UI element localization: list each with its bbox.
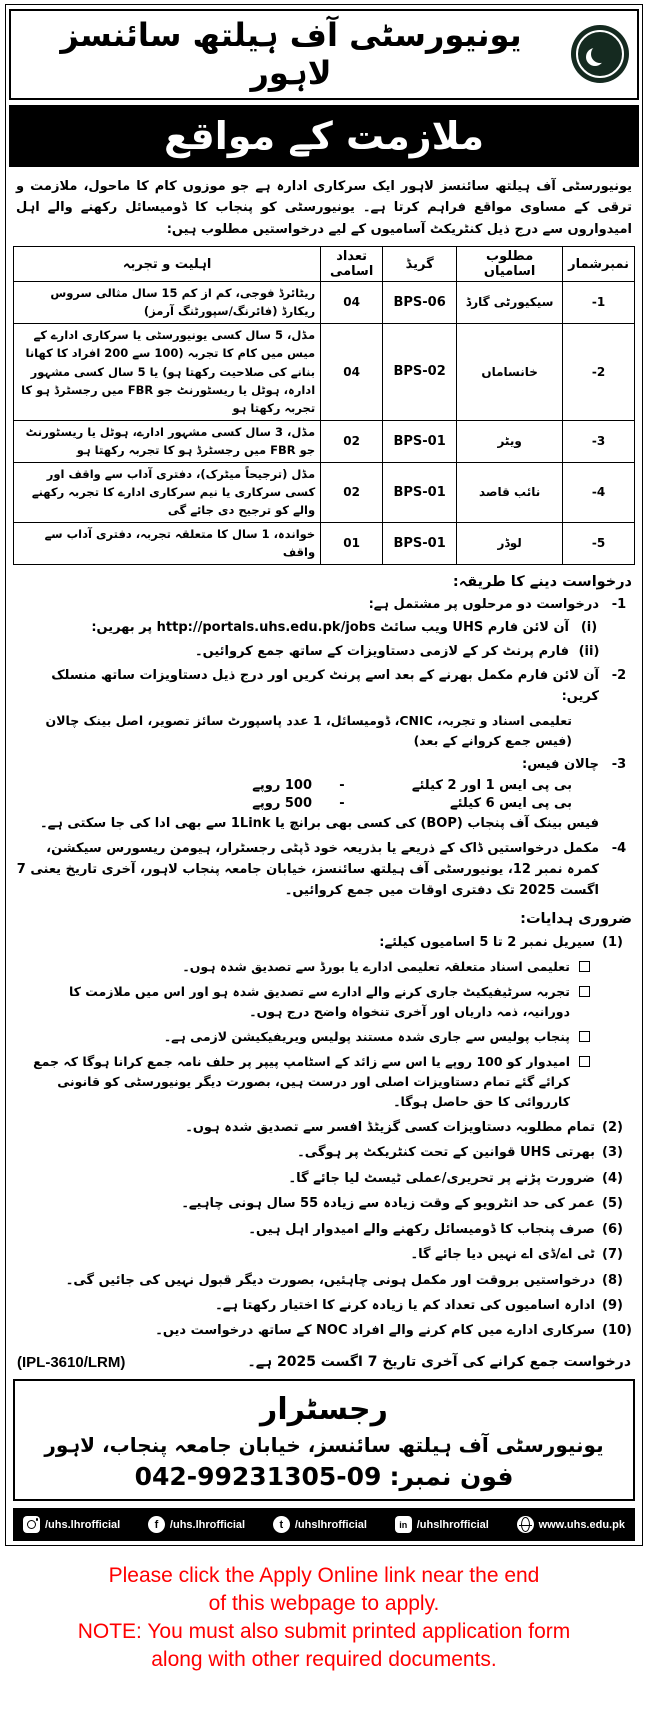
website-url: www.uhs.edu.pk: [538, 1518, 625, 1531]
instruction-item-5: [16, 1193, 632, 1214]
fee-dash: -: [339, 778, 345, 794]
procedure-step-4: [16, 839, 632, 901]
table-header-row: [14, 247, 635, 282]
position-cell: لوڈر: [457, 522, 563, 564]
instruction-item-6: [16, 1219, 632, 1240]
check-text: امیدوار کو 100 روپے یا اس سے زائد کے اسٹامپ پیپر پر حلف نامہ جمع کرانا ہوگا کہ جمع کرائے گئے تمام دستاویزات اصلی اور درست ہیں، بصورت دیگر یونیورسٹی کو قانونی کارروائی کا حق حاصل ہوگا۔: [33, 1053, 570, 1109]
step-text: مکمل درخواستیں ڈاک کے ذریعے یا بذریعہ خود ڈپٹی رجسٹرار، ہیومن ریسورس سیکشن، کمرہ نمبر 12، یونیورسٹی آف ہیلتھ سائنسز، خیابان جامعہ پنجاب لاہور، آخری تاریخ یعنی 7 اگست 2025 تک دفتری اوقات میں جمع کروائیں۔: [16, 841, 599, 898]
twitter-handle: /uhslhrofficial: [294, 1518, 367, 1531]
instruction-check-3: [20, 1027, 590, 1047]
check-text: پنجاب پولیس سے جاری شدہ مستند پولیس ویریفیکیشن لازمی ہے۔: [163, 1028, 570, 1044]
step-marker: -1: [611, 596, 627, 612]
step-marker: -2: [611, 667, 627, 683]
check-text: تعلیمی اسناد متعلقہ تعلیمی ادارے یا بورڈ سے تصدیق شدہ ہوں۔: [182, 958, 570, 974]
procedure-step-1i: [16, 618, 602, 639]
instruction-text: ادارہ اسامیوں کی تعداد کم یا زیادہ کرنے کا اختیار رکھتا ہے۔: [215, 1298, 595, 1314]
eligibility-cell: ریٹائرڈ فوجی، کم از کم 15 سال مثالی سروس ریکارڈ (فائرنگ/سپورٹنگ آرمز): [14, 282, 321, 324]
instruction-item-10: [16, 1320, 632, 1341]
bottom-row: [17, 1354, 631, 1371]
fee-value: 500 روپے: [252, 796, 312, 812]
col-count: تعداد اسامی: [321, 247, 383, 282]
linkedin-handle: /uhslhrofficial: [416, 1518, 489, 1531]
instruction-marker: (8): [602, 1272, 623, 1288]
table-row: [14, 420, 635, 462]
count-cell: 04: [321, 323, 383, 420]
linkedin-icon: [395, 1516, 412, 1533]
ipl-code: (IPL-3610/LRM): [17, 1353, 126, 1371]
serial-cell: -5: [563, 522, 635, 564]
count-cell: 02: [321, 420, 383, 462]
checkbox-icon: [579, 986, 590, 997]
position-cell: خانساماں: [457, 323, 563, 420]
facebook-icon: [148, 1516, 165, 1533]
apply-online-notice: [10, 1562, 638, 1673]
instruction-marker: (1): [602, 934, 623, 950]
instruction-marker: (10): [602, 1323, 632, 1339]
eligibility-cell: خواندہ، 1 سال کا متعلقہ تجربہ، دفتری آداب سے واقف: [14, 522, 321, 564]
instruction-item-7: [16, 1244, 632, 1265]
instagram-handle: /uhs.lhrofficial: [45, 1518, 121, 1531]
instruction-check-1: [20, 957, 590, 977]
grade-cell: BPS-01: [383, 420, 457, 462]
procedure-heading: درخواست دینے کا طریقہ:: [452, 573, 632, 590]
step-text: فارم پرنٹ کر کے لازمی دستاویزات کے ساتھ جمع کروائیں۔: [195, 644, 569, 660]
eligibility-cell: مڈل، 5 سال کسی یونیورسٹی یا سرکاری ادارے کے میس میں کام کا تجربہ (100 سے 200 افراد کا کھانا بنانے کی صلاحیت رکھتا ہو) یا 5 سال کسی مشہور ادارہ، ہوٹل یا ریسٹورنٹ جو FBR میں رجسٹرڈ ہو کا تجربہ رکھتا ہو: [14, 323, 321, 420]
count-cell: 04: [321, 282, 383, 324]
twitter-icon: [273, 1516, 290, 1533]
instruction-marker: (2): [602, 1119, 623, 1135]
grade-cell: BPS-02: [383, 323, 457, 420]
instruction-item-3: [16, 1142, 632, 1163]
fee-row-bps-1-2: [16, 778, 572, 793]
table-row: [14, 462, 635, 522]
procedure-step-2: [16, 666, 632, 708]
procedure-step-1ii: [16, 642, 602, 663]
phone-label: فون نمبر:: [389, 1462, 514, 1492]
instructions-heading: ضروری ہدایات:: [520, 910, 632, 927]
logo-ring: [576, 30, 624, 78]
step-marker: -3: [611, 756, 627, 772]
deadline-note: درخواست جمع کرانے کی آخری تاریخ 7 اگست 2025 ہے۔: [247, 1354, 631, 1371]
facebook-handle: /uhs.lhrofficial: [169, 1518, 246, 1531]
checkbox-icon: [579, 961, 590, 972]
col-position: مطلوب اسامیاں: [457, 247, 563, 282]
instruction-item-9: [16, 1295, 632, 1316]
banner-title: ملازمت کے مواقع: [163, 113, 485, 158]
eligibility-cell: مڈل، 3 سال کسی مشہور ادارے، ہوٹل یا ریسٹورنٹ جو FBR میں رجسٹرڈ ہو کا تجربہ رکھتا ہو: [14, 420, 321, 462]
instruction-marker: (4): [602, 1170, 623, 1186]
instruction-text: تمام مطلوبہ دستاویزات کسی گزیٹڈ افسر سے تصدیق شدہ ہوں۔: [185, 1119, 595, 1135]
instruction-text: عمر کی حد انٹرویو کے وقت زیادہ سے زیادہ 55 سال ہونی چاہیے۔: [181, 1196, 595, 1212]
instruction-item-2: [16, 1117, 632, 1138]
registrar-title: رجسٹرار: [260, 1391, 388, 1427]
col-serial: نمبرشمار: [563, 247, 635, 282]
step-marker: -4: [611, 841, 627, 857]
intro-paragraph: یونیورسٹی آف ہیلتھ سائنسز لاہور ایک سرکاری ادارہ ہے جو موزوں کام کا ماحول، ملازمت و ترقی کے مساوی مواقع فراہم کرتا ہے۔ یونیورسٹی کو پنجاب کا ڈومیسائل رکھنے والے اہل امیدواروں سے درج ذیل کنٹریکٹ آسامیوں کے لیے درخواستیں مطلوب ہیں:: [16, 178, 632, 237]
procedure-step-3: [16, 755, 632, 776]
social-facebook[interactable]: [148, 1516, 245, 1533]
col-grade: گریڈ: [383, 247, 457, 282]
serial-cell: -3: [563, 420, 635, 462]
fee-dash: -: [339, 796, 345, 812]
phone-row: [21, 1462, 627, 1491]
checkbox-icon: [579, 1056, 590, 1067]
fee-label: بی پی ایس 6 کیلئے: [449, 796, 572, 812]
check-text: تجربہ سرٹیفیکیٹ جاری کرنے والے ادارے سے تصدیق شدہ ہو اور اس میں ملازمت کا دورانیہ، ذمہ داریاں اور آخری تنخواہ واضح درج ہوں۔: [68, 983, 570, 1019]
instruction-check-2: [20, 982, 590, 1022]
notice-line-4: along with other required documents.: [151, 1647, 497, 1671]
instruction-text: صرف پنجاب کا ڈومیسائل رکھنے والے امیدوار اہل ہیں۔: [248, 1221, 595, 1237]
checkbox-icon: [579, 1031, 590, 1042]
instruction-marker: (9): [602, 1298, 623, 1314]
table-row: [14, 522, 635, 564]
fee-row-bps-6: [16, 796, 572, 811]
procedure-step-1: [16, 595, 632, 616]
instruction-text: سیریل نمبر 2 تا 5 اسامیوں کیلئے:: [379, 934, 595, 950]
step-marker: (i): [580, 620, 598, 636]
application-procedure-section: [16, 574, 632, 902]
serial-cell: -1: [563, 282, 635, 324]
fee-value: 100 روپے: [252, 778, 312, 794]
step-text: [91, 618, 569, 639]
positions-table: [13, 246, 635, 564]
instruction-item-4: [16, 1168, 632, 1189]
page: [0, 4, 648, 1673]
grade-cell: BPS-01: [383, 522, 457, 564]
serial-cell: -4: [563, 462, 635, 522]
step-marker: (ii): [578, 644, 600, 660]
grade-cell: BPS-01: [383, 462, 457, 522]
step-text: درخواست دو مرحلوں پر مشتمل ہے:: [368, 596, 599, 612]
university-title: یونیورسٹی آف ہیلتھ سائنسز لاہور: [60, 16, 522, 93]
university-address: یونیورسٹی آف ہیلتھ سائنسز، خیابان جامعہ پنجاب، لاہور: [44, 1433, 604, 1458]
step-text: چالان فیس:: [522, 756, 599, 772]
job-advertisement: [5, 4, 643, 1546]
notice-line-1: Please click the Apply Online link near the end: [108, 1564, 540, 1588]
instruction-marker: (6): [602, 1221, 623, 1237]
notice-line-3: NOTE: You must also submit printed application form: [77, 1619, 571, 1643]
portal-jobs-url-link[interactable]: http://portals.uhs.edu.pk/jobs: [156, 620, 376, 636]
registrar-footer-box: [13, 1379, 635, 1502]
phone-number: 042-99231305-09: [134, 1462, 382, 1492]
instruction-marker: (7): [602, 1247, 623, 1263]
required-documents-line: تعلیمی اسناد و تجربہ، CNIC، ڈومیسائل، 1 عدد پاسپورٹ سائز تصویر، اصل بینک چالان (فیس جمع کروانے کے بعد): [45, 712, 572, 748]
social-bar: [13, 1508, 635, 1541]
notice-line-2: of this webpage to apply.: [208, 1592, 440, 1616]
instruction-text: ٹی اے/ڈی اے نہیں دیا جائے گا۔: [410, 1247, 595, 1263]
important-instructions-section: [16, 911, 632, 1342]
eligibility-cell: مڈل (ترجیحاً میٹرک)، دفتری آداب سے واقف اور کسی سرکاری یا نیم سرکاری ادارے کا تجربہ رکھنے والے کو ترجیح دی جائے گی: [14, 462, 321, 522]
instruction-marker: (3): [602, 1145, 623, 1161]
serial-cell: -2: [563, 323, 635, 420]
social-linkedin[interactable]: [395, 1516, 489, 1533]
social-instagram[interactable]: [23, 1516, 120, 1533]
position-cell: نائب قاصد: [457, 462, 563, 522]
globe-icon: [517, 1516, 534, 1533]
instruction-text: سرکاری ادارے میں کام کرنے والے افراد NOC کے ساتھ درخواست دیں۔: [155, 1323, 595, 1339]
instruction-item-1: [16, 932, 632, 953]
uhs-logo-seal: [571, 25, 629, 83]
table-row: [14, 282, 635, 324]
instagram-icon: [23, 1516, 40, 1533]
col-eligibility: اہلیت و تجربہ: [14, 247, 321, 282]
table-row: [14, 323, 635, 420]
jobs-banner: [9, 105, 639, 167]
url-prefix-text: آن لائن فارم UHS ویب سائٹ: [380, 620, 569, 636]
header: [9, 9, 639, 100]
instruction-check-4: [20, 1052, 590, 1112]
instruction-item-8: [16, 1270, 632, 1291]
position-cell: سیکیورٹی گارڈ: [457, 282, 563, 324]
instruction-marker: (5): [602, 1196, 623, 1212]
count-cell: 01: [321, 522, 383, 564]
instruction-text: ضرورت پڑنے پر تحریری/عملی ٹیسٹ لیا جائے گا۔: [288, 1170, 595, 1186]
grade-cell: BPS-06: [383, 282, 457, 324]
instruction-text: درخواستیں بروقت اور مکمل ہونی چاہئیں، بصورت دیگر قبول نہیں کی جائیں گی۔: [65, 1272, 595, 1288]
fee-label: بی پی ایس 1 اور 2 کیلئے: [411, 778, 572, 794]
fee-payment-note: فیس بینک آف پنجاب (BOP) کی کسی بھی برانچ یا 1Link سے بھی ادا کی جا سکتی ہے۔: [39, 816, 599, 832]
social-twitter[interactable]: [273, 1516, 367, 1533]
count-cell: 02: [321, 462, 383, 522]
social-website[interactable]: [517, 1516, 625, 1533]
url-suffix-text: پر بھریں:: [91, 620, 153, 636]
instruction-text: بھرتی UHS قوانین کے تحت کنٹریکٹ پر ہوگی۔: [297, 1145, 595, 1161]
position-cell: ویٹر: [457, 420, 563, 462]
step-text: آن لائن فارم مکمل بھرنے کے بعد اسے پرنٹ کریں اور درج ذیل دستاویزات ساتھ منسلک کریں:: [51, 667, 599, 704]
